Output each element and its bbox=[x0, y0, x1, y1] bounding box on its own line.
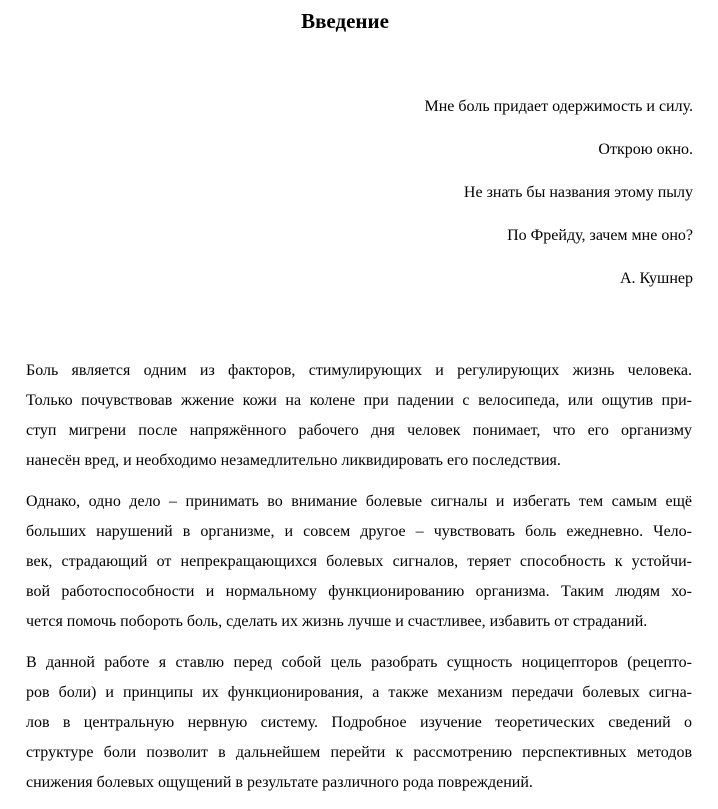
text-line: вой работоспособности и нормальному функционированию организма. Таким людям хо- bbox=[26, 583, 692, 600]
epigraph-line: Мне боль придает одержимость и силу. bbox=[424, 98, 693, 115]
text-line: лов в центральную нервную систему. Подробное изучение теоретических сведений о bbox=[26, 714, 692, 731]
text-line: Боль является одним из факторов, стимулирующих и регулирующих жизнь человека. bbox=[26, 362, 692, 379]
text-line: больших нарушений в организме, и совсем другое – чувствовать боль ежедневно. Чело- bbox=[26, 523, 692, 540]
epigraph-line: Не знать бы названия этому пылу bbox=[463, 184, 693, 201]
text-line: нанесён вред, и необходимо незамедлительно ликвидировать его последствия. bbox=[26, 452, 561, 469]
text-line: Однако, одно дело – принимать во внимание болевые сигналы и избегать тем самым ещё bbox=[26, 493, 692, 510]
body-text bbox=[26, 356, 692, 809]
text-line: Только почувствовав жжение кожи на колене при падении с велосипеда, или ощутив при- bbox=[26, 392, 692, 409]
text-line: В данной работе я ставлю перед собой цель разобрать сущность ноцицепторов (рецепто- bbox=[26, 654, 692, 671]
epigraph bbox=[425, 96, 693, 311]
text-line: структуре боли позволит в дальнейшем перейти к рассмотрению перспективных методов bbox=[26, 744, 692, 761]
text-line: век, страдающий от непрекращающихся болевых сигналов, теряет способность к устойчи- bbox=[26, 553, 692, 570]
text-line: ступ мигрени после напряжённого рабочего дня человек понимает, что его организму bbox=[26, 422, 692, 439]
text-line: ров боли) и принципы их функционирования, а также механизм передачи болевых сигна- bbox=[26, 684, 692, 701]
text-line: снижения болевых ощущений в результате различного рода повреждений. bbox=[26, 774, 533, 791]
paragraph-3 bbox=[26, 648, 692, 798]
page-title: Введение bbox=[301, 9, 389, 33]
epigraph-author: А. Кушнер bbox=[619, 270, 693, 287]
paragraph-1 bbox=[26, 356, 692, 476]
paragraph-2 bbox=[26, 487, 692, 637]
epigraph-line: По Фрейду, зачем мне оно? bbox=[507, 227, 693, 244]
epigraph-line: Открою окно. bbox=[598, 141, 693, 158]
text-line: чется помочь побороть боль, сделать их жизнь лучше и счастливее, избавить от страданий. bbox=[26, 613, 648, 630]
